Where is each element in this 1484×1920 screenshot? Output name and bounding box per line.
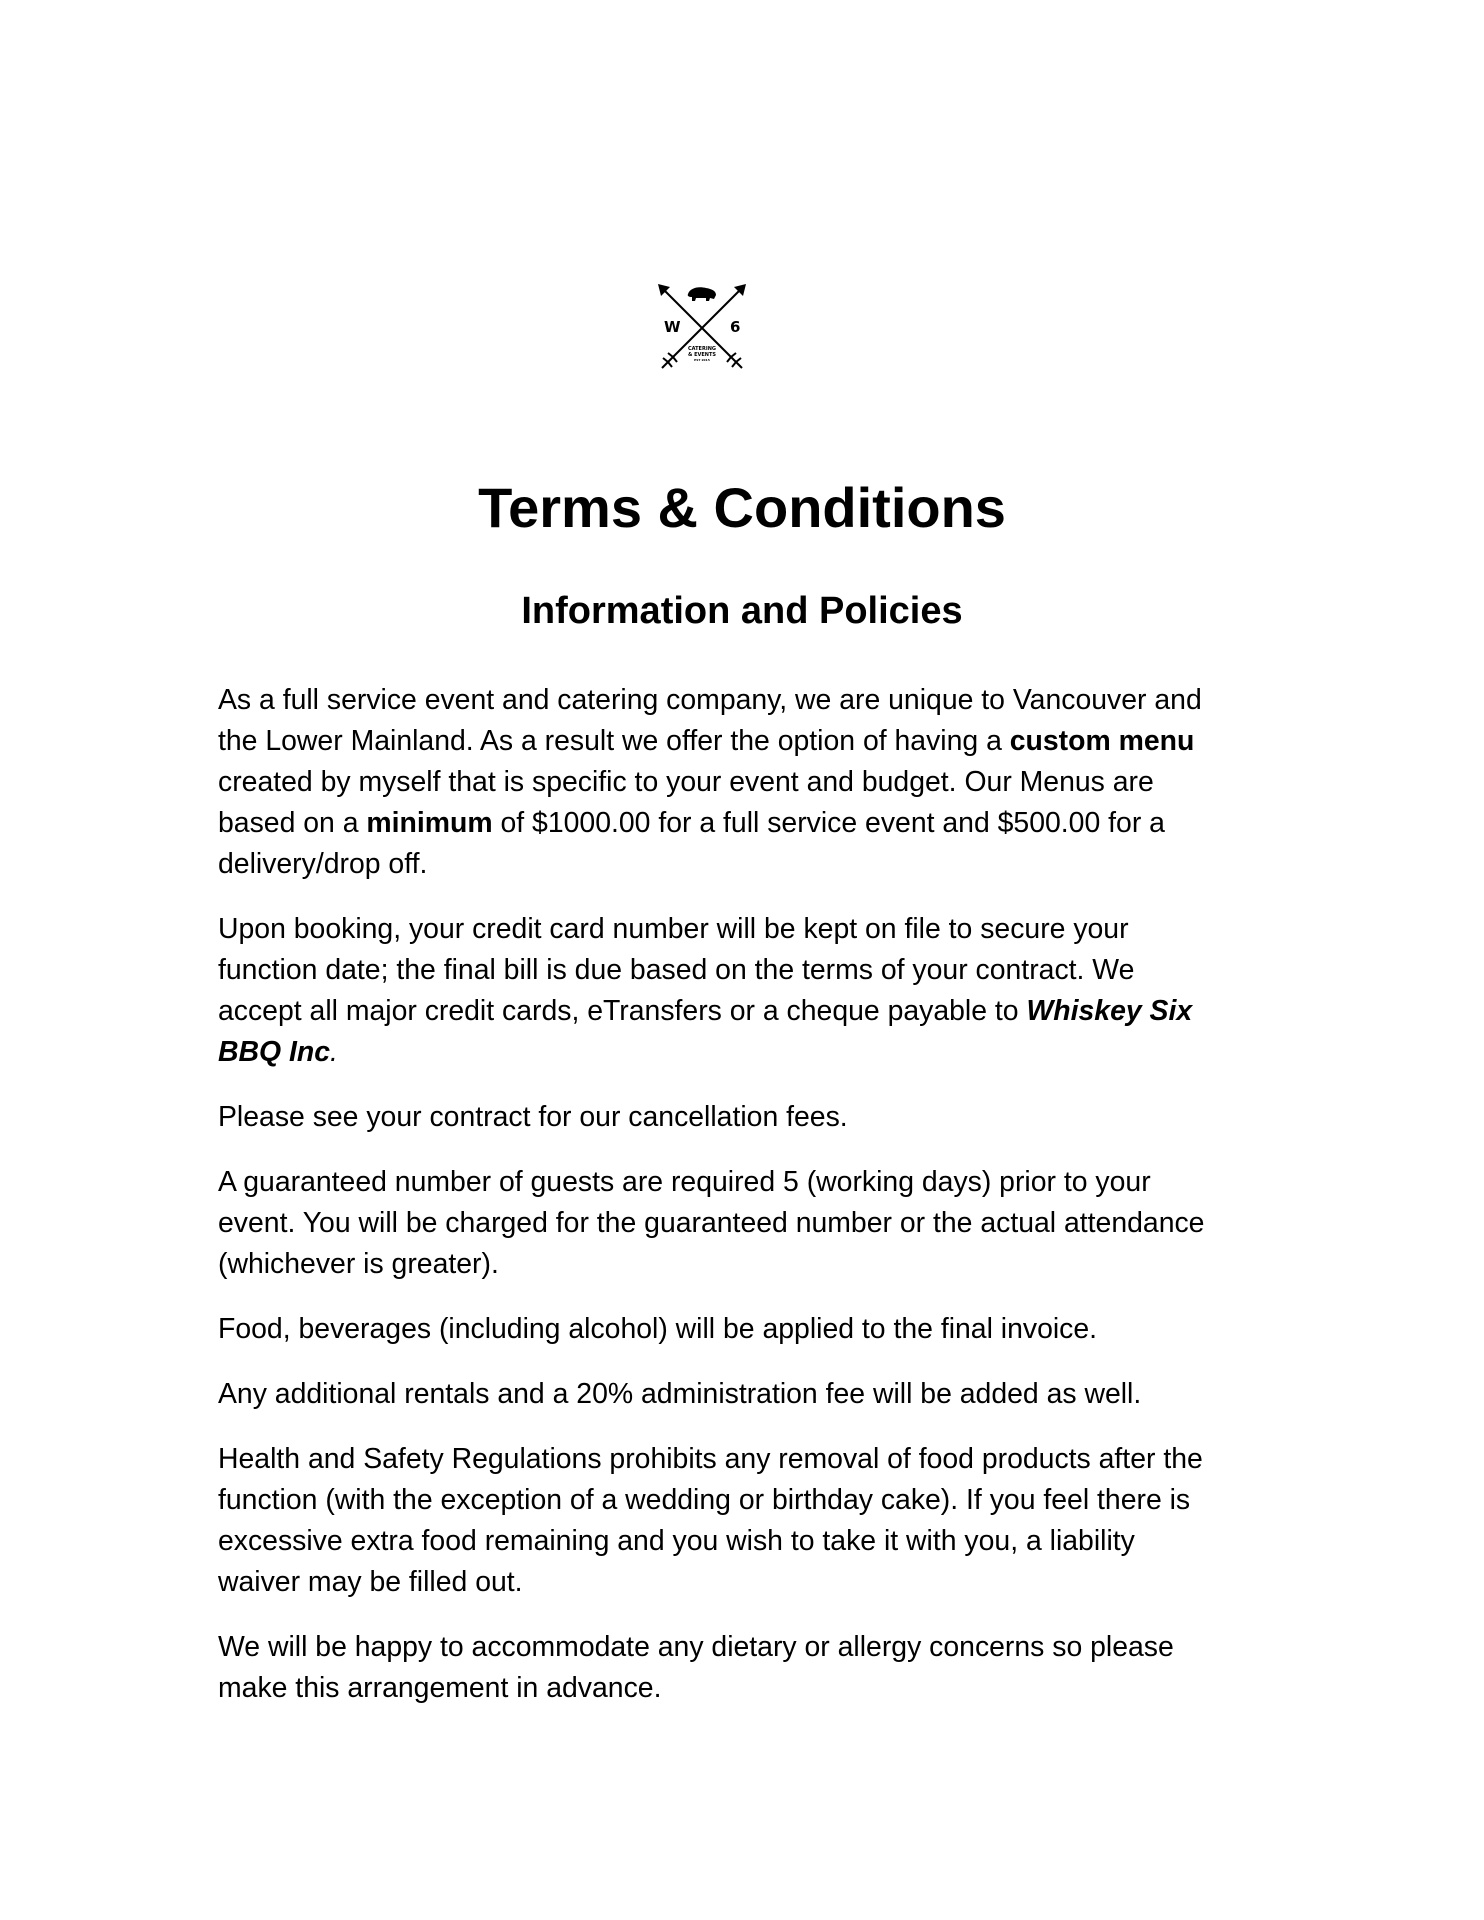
paragraph-text: As a full service event and catering company, we are unique to Vancouver and the Lower Mainland. As a result we offer the option of having a — [218, 684, 1202, 757]
logo-caption-line3: EST 2015 — [694, 358, 710, 362]
paragraph-text: Upon booking, your credit card number will be kept on file to secure your function date; the final bill is due based on the terms of your contract. We accept all major credit cards, eTransfers or a cheque payable to — [218, 913, 1135, 1027]
logo-caption-line2: & EVENTS — [688, 352, 716, 358]
policy-body — [218, 680, 1218, 1733]
company-logo — [654, 280, 750, 376]
page-title: Terms & Conditions — [478, 476, 1006, 539]
paragraph-text: . — [330, 1036, 338, 1068]
paragraph-cancellation: Please see your contract for our cancellation fees. — [218, 1101, 848, 1133]
crossed-arrows-bison-icon — [654, 280, 750, 376]
logo-caption-line1: CATERING — [688, 346, 716, 352]
paragraph-guarantee: A guaranteed number of guests are required 5 (working days) prior to your event. You will be charged for the guaranteed number or the actual attendance (whichever is greater). — [218, 1166, 1205, 1280]
paragraph-health-safety: Health and Safety Regulations prohibits any removal of food products after the function (with the exception of a wedding or birthday cake). If you feel there is excessive extra food remaining and you wish to take it with you, a liability waiver may be filled out. — [218, 1443, 1203, 1598]
paragraph-dietary: We will be happy to accommodate any dietary or allergy concerns so please make this arrangement in advance. — [218, 1631, 1174, 1704]
paragraph-text: of $1000.00 for a full service event and $500.00 for a delivery/drop off. — [218, 807, 1165, 880]
paragraph-custom-menu — [218, 680, 1218, 885]
paragraph-invoice: Food, beverages (including alcohol) will be applied to the final invoice. — [218, 1313, 1098, 1345]
company-name-emphasis: Whiskey Six BBQ Inc — [218, 995, 1193, 1068]
logo-letter-6: 6 — [730, 318, 741, 336]
paragraph-payment — [218, 909, 1218, 1073]
minimum-emphasis: minimum — [366, 807, 493, 839]
paragraph-text: created by myself that is specific to your event and budget. Our Menus are based on a — [218, 766, 1154, 839]
paragraph-rentals: Any additional rentals and a 20% administration fee will be added as well. — [218, 1378, 1142, 1410]
custom-menu-emphasis: custom menu — [1009, 725, 1195, 757]
page-subtitle: Information and Policies — [521, 590, 963, 632]
logo-letter-w: W — [664, 318, 681, 336]
